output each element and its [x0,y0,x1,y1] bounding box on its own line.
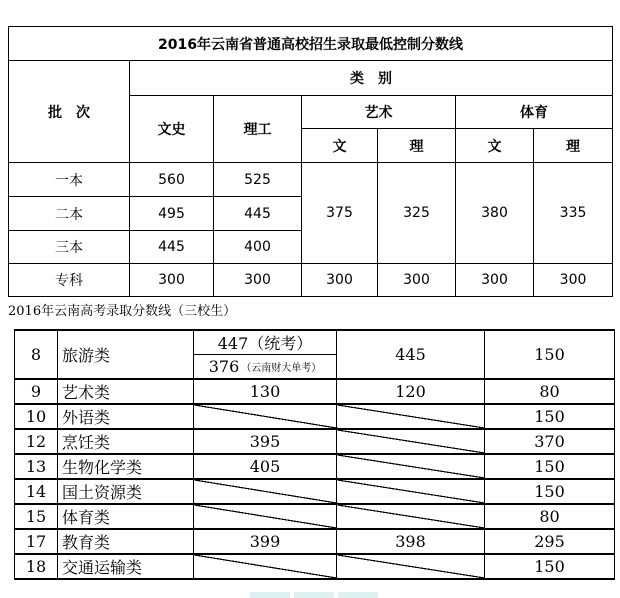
wenshi-cell: 560 [130,163,214,197]
category-name: 外语类 [58,404,194,429]
row-number: 10 [15,404,58,429]
footer-bar [338,592,378,598]
ligong-cell: 300 [214,264,302,297]
category-name: 国土资源类 [58,479,194,504]
score-cell: 150 [485,554,615,579]
tiyu-li-cell: 300 [534,264,613,297]
footer-bar [294,592,334,598]
row-number: 13 [15,454,58,479]
score-cell: 395 [194,429,337,454]
caption: 2016年云南高考录取分数线（三校生） [8,304,237,319]
score-cell: 130 [194,379,337,404]
tiyu-wen-cell: 380 [456,163,534,264]
tiyu-li-cell: 335 [534,163,613,264]
row-number: 8 [15,330,58,379]
ligong-cell: 400 [214,231,302,264]
sanxiaosheng-score-table [14,329,615,580]
table-row [15,404,615,429]
table-row [15,554,615,579]
score-cell: 399 [194,529,337,554]
category-name: 烹饪类 [58,429,194,454]
control-score-table [8,26,613,297]
empty-slash-cell [194,554,337,579]
row-number: 9 [15,379,58,404]
row-number: 14 [15,479,58,504]
yishu-wen-header: 文 [302,129,378,163]
category-name: 艺术类 [58,379,194,404]
batch-cell: 一本 [9,163,130,197]
table-row [9,163,613,197]
wenshi-cell: 495 [130,197,214,231]
tiyu-li-header: 理 [534,129,613,163]
table-row [15,454,615,479]
yishu-li-header: 理 [378,129,456,163]
category-name: 交通运输类 [58,554,194,579]
empty-slash-cell [194,504,337,529]
batch-header: 批 次 [9,61,130,163]
ligong-cell: 445 [214,197,302,231]
yishu-li-cell: 300 [378,264,456,297]
batch-cell: 二本 [9,197,130,231]
empty-slash-cell [337,479,485,504]
category-header: 类 别 [130,61,613,96]
score-cell: 398 [337,529,485,554]
yishu-wen-cell: 300 [302,264,378,297]
single-exam-score: 376 （云南财大单考） [208,357,322,376]
empty-slash-cell [194,479,337,504]
category-name: 旅游类 [58,330,194,379]
tiyu-wen-cell: 300 [456,264,534,297]
split-score-cell [194,330,337,379]
unified-exam-score: 447（统考） [194,331,336,355]
empty-slash-cell [337,504,485,529]
table-row [15,504,615,529]
table-row [15,379,615,404]
score-cell: 150 [485,404,615,429]
wenshi-cell: 300 [130,264,214,297]
empty-slash-cell [337,429,485,454]
ligong-cell: 525 [214,163,302,197]
footer-bar [250,592,290,598]
empty-slash-cell [337,454,485,479]
footer-decoration [250,592,378,598]
yishu-li-cell: 325 [378,163,456,264]
score-cell: 80 [485,379,615,404]
score-cell: 80 [485,504,615,529]
score-cell: 150 [485,479,615,504]
empty-slash-cell [194,404,337,429]
batch-cell: 专科 [9,264,130,297]
table-row [15,330,615,379]
category-name: 生物化学类 [58,454,194,479]
tiyu-header: 体育 [456,96,613,129]
table-row [15,529,615,554]
wenshi-header: 文史 [130,96,214,163]
empty-slash-cell [337,404,485,429]
row-number: 15 [15,504,58,529]
row-number: 18 [15,554,58,579]
batch-cell: 三本 [9,231,130,264]
score-cell: 295 [485,529,615,554]
ligong-header: 理工 [214,96,302,163]
category-name: 体育类 [58,504,194,529]
table-row [9,264,613,297]
score-cell: 120 [337,379,485,404]
category-name: 教育类 [58,529,194,554]
table-row [15,429,615,454]
empty-slash-cell [337,554,485,579]
table-row [15,479,615,504]
row-number: 17 [15,529,58,554]
score-cell: 370 [485,429,615,454]
tiyu-wen-header: 文 [456,129,534,163]
row-number: 12 [15,429,58,454]
score-cell: 405 [194,454,337,479]
score-cell: 150 [485,454,615,479]
score-cell: 150 [485,330,615,379]
wenshi-cell: 445 [130,231,214,264]
table-title: 2016年云南省普通高校招生录取最低控制分数线 [9,27,613,61]
yishu-wen-cell: 375 [302,163,378,264]
yishu-header: 艺术 [302,96,456,129]
score-cell: 445 [337,330,485,379]
